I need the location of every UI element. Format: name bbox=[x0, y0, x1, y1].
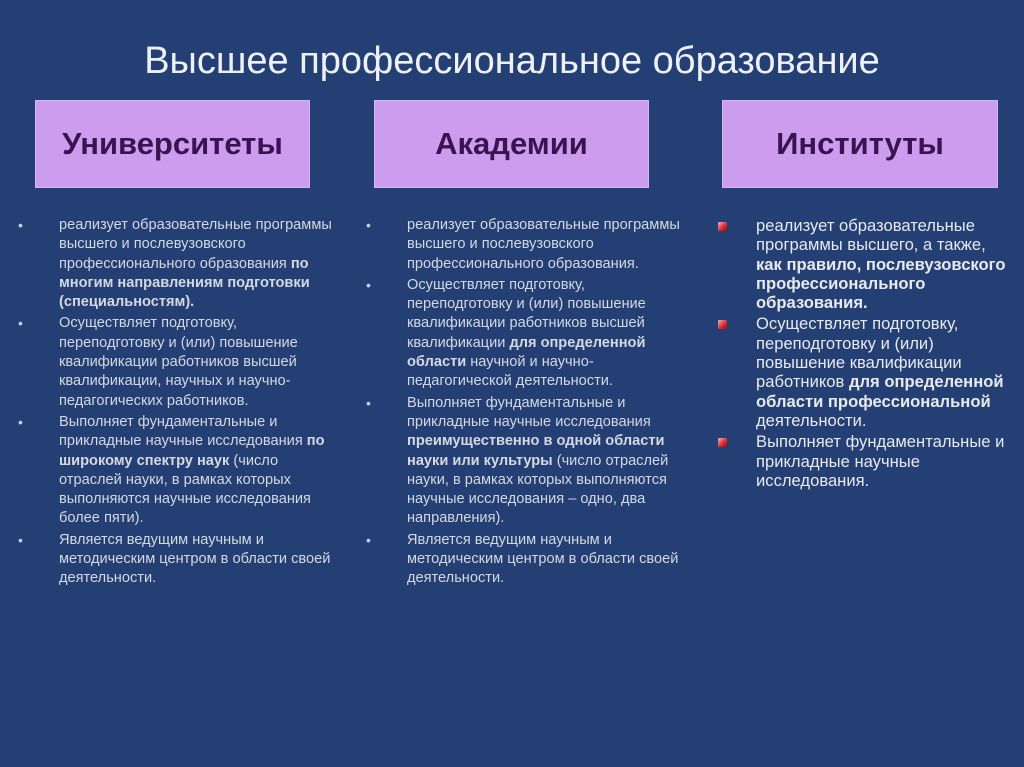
header-institutes: Институты bbox=[722, 100, 998, 188]
text: деятельности. bbox=[756, 410, 867, 430]
text: Является ведущим научным и методическим центром в области своей деятельности. bbox=[407, 531, 679, 587]
bullet-dot-icon: • bbox=[366, 394, 371, 411]
list-item bbox=[726, 432, 1008, 490]
list-item bbox=[366, 216, 689, 274]
bullet-dot-icon: • bbox=[366, 217, 371, 233]
bullet-square-icon bbox=[718, 222, 727, 231]
bullet-dot-icon: • bbox=[18, 413, 23, 430]
list-item bbox=[18, 413, 341, 529]
list-item bbox=[18, 216, 341, 312]
bullet-dot-icon: • bbox=[366, 531, 371, 548]
universities-list bbox=[18, 216, 341, 591]
header-universities: Университеты bbox=[35, 100, 310, 188]
slide-title: Высшее профессиональное образование bbox=[144, 40, 880, 82]
institutes-list bbox=[726, 216, 1008, 492]
academies-list bbox=[366, 216, 689, 591]
text: Выполняет фундаментальные и прикладные научные исследования bbox=[407, 394, 651, 430]
list-item bbox=[366, 276, 689, 392]
bold-text: преимущественно в одной области науки или культуры bbox=[407, 433, 665, 469]
bullet-dot-icon: • bbox=[366, 276, 371, 293]
bold-text: для определенной области bbox=[407, 334, 646, 371]
bold-text: по многим направлениям подготовки (специальностям). bbox=[59, 255, 310, 311]
text: реализует образовательные программы высшего, а также, bbox=[756, 216, 986, 255]
text: Осуществляет подготовку, переподготовку и (или) повышение квалификации работников bbox=[756, 314, 962, 392]
list-item bbox=[366, 394, 689, 529]
bullet-dot-icon: • bbox=[18, 531, 23, 548]
bold-text: как правило, послевузовского профессионального образования. bbox=[756, 254, 1006, 313]
list-item bbox=[366, 531, 689, 589]
list-item bbox=[726, 216, 1008, 312]
text: Является ведущим научным и методическим центром в области своей деятельности. bbox=[59, 531, 331, 587]
header-academies: Академии bbox=[374, 100, 649, 188]
text: Осуществляет подготовку, переподготовку и (или) повышение квалификации работников высшей квалификации, научных и научно-педагогических работников. bbox=[59, 315, 298, 409]
bullet-square-icon bbox=[718, 438, 727, 447]
list-item bbox=[18, 531, 341, 589]
text: реализует образовательные программы высшего и послевузовского профессионального образования. bbox=[407, 217, 680, 272]
text: Осуществляет подготовку, переподготовку и (или) повышение квалификации работников высшей квалификации bbox=[407, 276, 646, 351]
bullet-square-icon bbox=[718, 320, 727, 329]
text: Выполняет фундаментальные и прикладные научные исследования bbox=[59, 413, 307, 450]
list-item bbox=[726, 314, 1008, 430]
bold-text: для определенной области профессиональной bbox=[756, 372, 1004, 411]
text: реализует образовательные программы высшего и послевузовского профессионального образования bbox=[59, 217, 332, 272]
bold-text: по широкому спектру наук bbox=[59, 433, 325, 469]
text: (число отраслей науки, в рамках которых выполняются научные исследования более пяти). bbox=[59, 452, 311, 527]
text: (число отраслей науки, в рамках которых выполняются научные исследования – одно, два направления). bbox=[407, 452, 669, 527]
bullet-dot-icon: • bbox=[18, 217, 23, 233]
list-item bbox=[18, 314, 341, 410]
text: Выполняет фундаментальные и прикладные научные исследования. bbox=[756, 432, 1005, 490]
text: научной и научно-педагогической деятельности. bbox=[407, 354, 613, 390]
bullet-dot-icon: • bbox=[18, 315, 23, 332]
